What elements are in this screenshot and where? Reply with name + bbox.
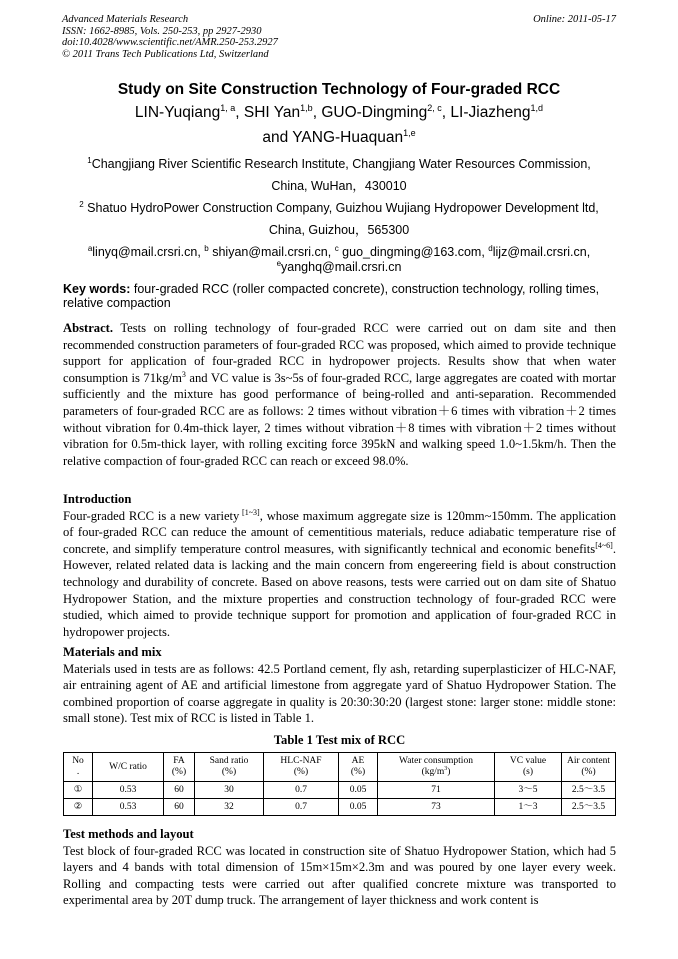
citation: [1~3] — [239, 507, 260, 517]
col-water: Water consumption $(kg/m^3)$ — [378, 753, 495, 782]
test-mix-table — [63, 752, 616, 816]
email-link[interactable]: yanghq@mail.crsri.cn — [281, 260, 402, 274]
col-vc: VC value (s) — [495, 753, 562, 782]
copyright-line: © 2011 Trans Tech Publications Ltd, Switzerland — [62, 48, 269, 60]
col-ae: AE (%) — [339, 753, 378, 782]
col-fa: FA (%) — [164, 753, 195, 782]
section-heading: Introduction — [63, 492, 132, 506]
col-wc: W/C ratio — [93, 753, 164, 782]
introduction-section — [63, 491, 616, 640]
paper-title: Study on Site Construction Technology of Four-graded RCC — [117, 81, 561, 98]
abstract: Abstract. Tests on rolling technology of four-graded RCC were carried out on dam site and then recommended construction parameters of four-graded RCC was proposed, which aimed to provide technique support for application of four-graded RCC in hydropower projects. Results show that when water consumption is $71kg/m^3$ and VC value is 3s~5s of four-graded RCC, large aggregates are coated with mortar sufficiently and the mixture has good performance of being-rolled and anti-separation. Recommended parameters of four-graded RCC are as follows: 2 times without vibration＋6 times with vibration＋2 times without vibration for 0.4m-thick layer, 2 times without vibration＋8 times with vibration＋2 times without vibration for 0.5m-thick layer, with rolling exciting force 395kN and walking speed 1.0~1.5km/h. Then the relative compaction of four-graded RCC can reach or exceed 98.0%. — [63, 321, 617, 468]
keywords-label: Key words: — [63, 282, 131, 296]
online-date: Online: 2011-05-17 — [533, 14, 616, 25]
table-title: Table 1 Test mix of RCC — [273, 733, 406, 747]
journal-name: Advanced Materials Research — [62, 14, 189, 25]
section-paragraph: Four-graded RCC is a new variety [1~3], whose maximum aggregate size is 120mm~150mm. The application of four-graded RCC can reduce the amount of cementitious materials, reduce adiabatic temperature rise of concrete, and simplify temperature control measures, with significantly technical and economic benefits[4~6]. However, related related data is lacking and the main concern from engereering field is about construction technology and durability of concrete. Based on above reasons, tests were carried out on dam site of Shatuo Hydropower Station, and the mixture properties and construction technology of four-graded RCC were studied, which aimed to provide technique support for promotion and application of four-graded RCC in hydropower projects. — [63, 507, 617, 639]
section-paragraph: Test block of four-graded RCC was located in construction site of Shatuo Hydropower Station, which had 5 layers and 4 bands with total dimension of 15m×15m×2.3m and was poured by one layer every week. Rolling and compacting tests were carried out after qualified concrete mixture was transported to experimental area by 20T dump truck. The arrangement of layer thickness and work content is — [63, 843, 616, 908]
affiliation-2-location: China, Guizhou，565300 — [268, 223, 410, 237]
table-row: ① 0.53 60 30 0.7 0.05 71 3～5 2.5～3.5 — [64, 782, 616, 799]
test-methods-section — [63, 826, 616, 909]
email-link[interactable]: shiyan@mail.crsri.cn, — [212, 245, 332, 259]
keywords — [63, 283, 616, 310]
author-name: LIN-Yuqiang — [134, 104, 221, 121]
materials-section — [63, 644, 616, 727]
affiliation-2: $^2$ Shatuo HydroPower Construction Company, Guizhou Wujiang Hydropower Development ltd, — [79, 199, 599, 215]
author-list: LIN-Yuqiang$^{1, a}$, SHI Yan$^{1,b}$, GUO-Dingming$^{2, c}$, LI-Jiazheng$^{1,d}$ and YANG-Huaquan$^{1,e}$ — [134, 102, 544, 146]
title-block — [40, 80, 638, 275]
author-sup: 1,d — [530, 102, 544, 113]
doi-line: doi:10.4028/www.scientific.net/AMR.250-253.2927 — [62, 37, 278, 48]
abstract-label: Abstract. — [63, 321, 114, 335]
affiliations — [40, 157, 638, 275]
section-heading: Materials and mix — [63, 645, 162, 659]
author-sup: 2, c — [427, 102, 442, 113]
section-paragraph: Materials used in tests are as follows: 42.5 Portland cement, fly ash, retarding superplasticizer of HLC-NAF, air entraining agent of AE and artificial limestone from aggregate yard of Shatuo Hydropower Station. The combined proportion of coarse aggregate in quality is 20:30:30:20 (largest stone: larger stone: middle stone: small stone). Test mix of RCC is listed in Table 1. — [63, 661, 616, 726]
journal-header — [62, 14, 616, 60]
col-hlc: HLC-NAF (%) — [264, 753, 339, 782]
email-list-cont: $^e$yanghq@mail.crsri.cn — [276, 258, 402, 274]
author-name: SHI Yan — [243, 104, 301, 121]
author-sup: 1, a — [220, 102, 236, 113]
author-sup: 1,e — [403, 127, 416, 138]
section-heading: Test methods and layout — [63, 827, 194, 841]
author-name: LI-Jiazheng — [450, 104, 531, 121]
col-air: Air content (%) — [562, 753, 616, 782]
affiliation-1: $^1$Changjiang River Scientific Research Institute, Changjiang Water Resources Commission, — [87, 155, 591, 171]
keywords-text: four-graded RCC (roller compacted concrete), construction technology, rolling times, relative compaction — [63, 282, 600, 310]
table-header-row — [64, 753, 616, 782]
issn-line: ISSN: 1662-8985, Vols. 250-253, pp 2927-2930 — [62, 25, 262, 37]
citation: [4~6] — [595, 540, 613, 550]
col-no: No . — [64, 753, 93, 782]
author-sup: 1,b — [300, 102, 313, 113]
col-sand: Sand ratio (%) — [195, 753, 264, 782]
email-link[interactable]: linyq@mail.crsri.cn, — [92, 245, 201, 259]
email-list: $^a$linyq@mail.crsri.cn, $^b$ shiyan@mail.crsri.cn, $^c$ guo_dingming@163.com, $^d$lijz@mail.crsri.cn, — [87, 243, 591, 259]
email-link[interactable]: guo_dingming@163.com, — [342, 245, 485, 259]
email-link[interactable]: lijz@mail.crsri.cn, — [492, 245, 591, 259]
table-row: ② 0.53 60 32 0.7 0.05 73 1～3 2.5～3.5 — [64, 799, 616, 816]
affiliation-1-location: China, WuHan，430010 — [271, 179, 407, 193]
author-name: and YANG-Huaquan — [262, 129, 404, 146]
author-name: GUO-Dingming — [321, 104, 428, 121]
